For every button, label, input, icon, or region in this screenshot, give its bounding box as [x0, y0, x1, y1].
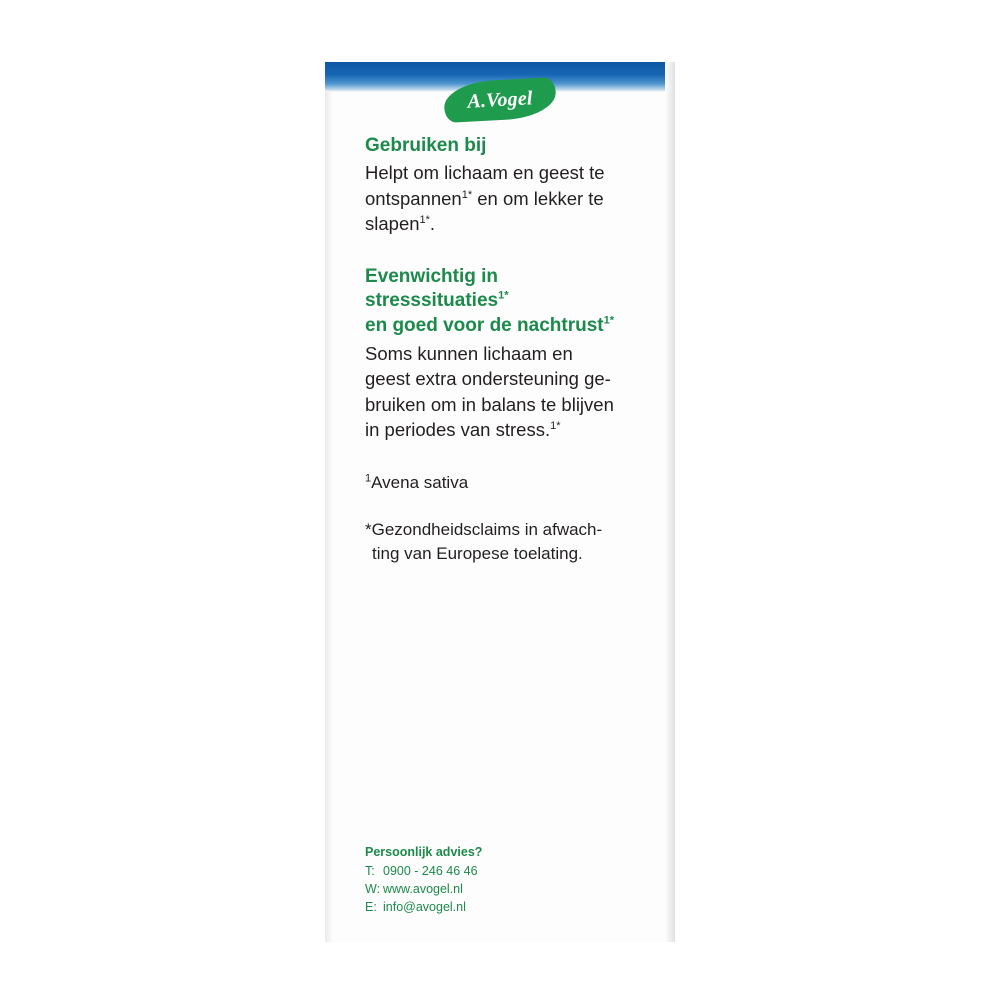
footnote-health-claim-text: [365, 518, 645, 565]
footnote-ingredient-superscript: 1: [365, 472, 372, 485]
contact-row-phone: [365, 862, 645, 880]
contact-phone-value: 0900 - 246 46 46: [383, 863, 478, 878]
evenwichtig-heading-text-1: Evenwichtig in stresssituaties: [365, 265, 499, 312]
claim-line-2: ting van Europese toelating.: [372, 543, 583, 563]
footnote-ingredient-text: [365, 471, 645, 494]
section-evenwichtig-heading-line-1: [365, 265, 645, 314]
contact-footer-title: Persoonlijk advies?: [365, 844, 483, 859]
use-line-3a: slapen: [365, 213, 420, 235]
footnote-health-claim: [365, 518, 645, 565]
claim-line-1: *Gezondheidsclaims in afwach-: [365, 520, 603, 540]
contact-phone-label: T:: [365, 863, 375, 878]
contact-email-label: E:: [365, 899, 377, 914]
contact-email-value[interactable]: info@avogel.nl: [383, 899, 466, 914]
balance-line-2: geest extra ondersteuning ge-: [365, 368, 611, 390]
contact-row-website[interactable]: [365, 880, 645, 898]
evenwichtig-heading-superscript-1: 1*: [498, 289, 509, 302]
footnote-ingredient: [365, 471, 645, 494]
section-gebruiken-bij: [365, 134, 645, 237]
balance-line-1: Soms kunnen lichaam en: [365, 342, 573, 364]
footnote-ingredient-name: Avena sativa: [371, 472, 469, 492]
evenwichtig-heading-text-2: en goed voor de nachtrust: [365, 315, 604, 337]
section-gebruiken-bij-body: [365, 160, 645, 237]
package-text-content: [365, 134, 645, 593]
contact-row-email[interactable]: [365, 898, 645, 916]
balance-line-3: bruiken om in balans te blijven: [365, 393, 614, 415]
section-evenwichtig-heading-line-2: [365, 314, 645, 338]
evenwichtig-heading-superscript-2: 1*: [603, 315, 614, 328]
use-line-2a: ontspannen: [365, 187, 462, 209]
balance-line-4-superscript: 1*: [550, 420, 561, 433]
contact-footer: [365, 843, 645, 917]
section-gebruiken-bij-heading: Gebruiken bij: [365, 135, 487, 156]
use-line-3-superscript: 1*: [419, 214, 430, 227]
product-package-panel: [325, 62, 675, 942]
section-evenwichtig: [365, 265, 645, 443]
contact-website-label: W:: [365, 881, 381, 896]
contact-website-value[interactable]: www.avogel.nl: [383, 881, 463, 896]
balance-line-4: in periodes van stress.: [365, 419, 551, 441]
use-line-2b: en om lekker te: [472, 187, 604, 209]
use-line-1: Helpt om lichaam en geest te: [365, 162, 605, 184]
use-line-2-superscript: 1*: [461, 188, 473, 201]
section-evenwichtig-body: [365, 341, 645, 443]
use-line-3b: .: [429, 213, 436, 235]
brand-logo-text: A.Vogel: [466, 87, 534, 113]
brand-logo: [444, 80, 556, 120]
